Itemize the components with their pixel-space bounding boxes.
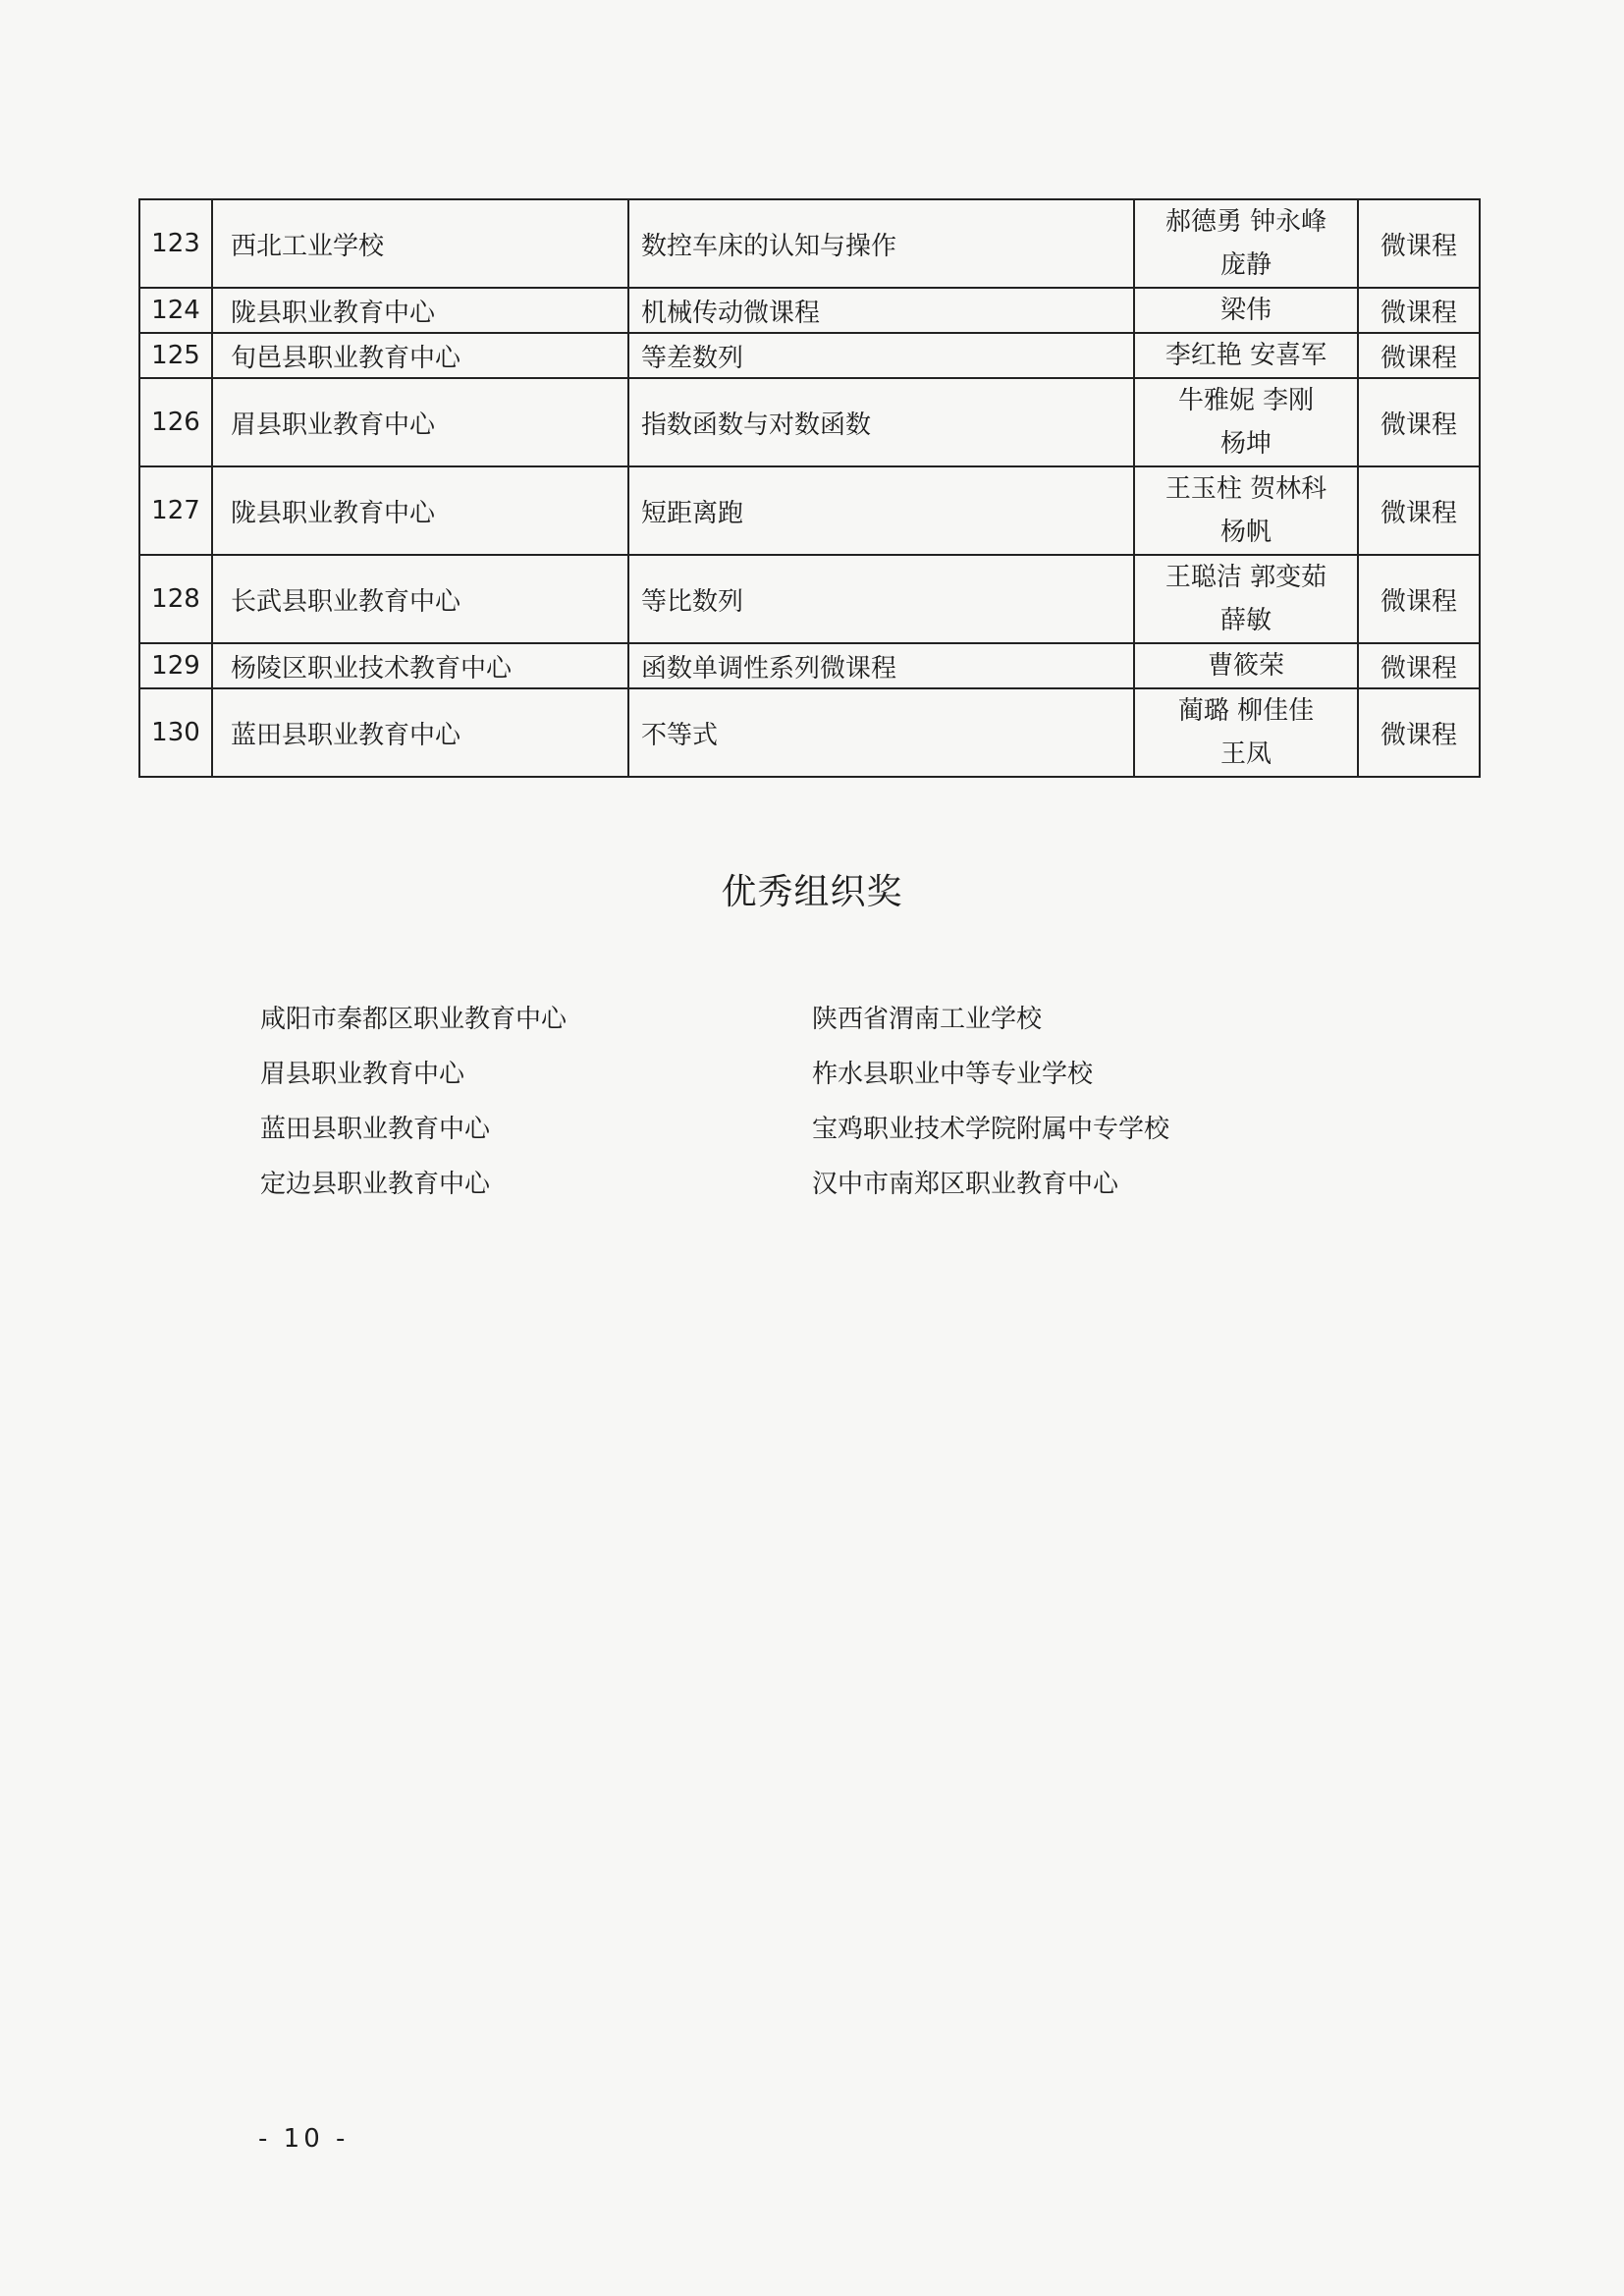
work-title: 不等式 <box>628 688 1134 777</box>
work-type: 微课程 <box>1358 378 1480 466</box>
work-type: 微课程 <box>1358 288 1480 333</box>
section-title: 优秀组织奖 <box>721 872 903 912</box>
author-line: 薛敏 <box>1219 606 1272 635</box>
page-number: - 10 - <box>258 2124 350 2154</box>
awards-table <box>138 198 1481 778</box>
school-name: 杨陵区职业技术教育中心 <box>212 643 628 688</box>
organization-item: 柞水县职业中等专业学校 <box>812 1060 1094 1089</box>
row-number: 128 <box>139 555 212 643</box>
school-name: 眉县职业教育中心 <box>212 378 628 466</box>
organization-item: 蓝田县职业教育中心 <box>260 1115 491 1144</box>
author-line: 杨坤 <box>1219 429 1272 459</box>
row-number: 126 <box>139 378 212 466</box>
row-number: 130 <box>139 688 212 777</box>
author-line: 王凤 <box>1219 739 1272 769</box>
work-title: 机械传动微课程 <box>628 288 1134 333</box>
authors <box>1134 199 1358 288</box>
school-name: 陇县职业教育中心 <box>212 466 628 555</box>
author-line: 曹筱荣 <box>1207 651 1284 681</box>
work-type: 微课程 <box>1358 643 1480 688</box>
author-line: 李红艳 安喜军 <box>1164 341 1327 370</box>
work-title: 等比数列 <box>628 555 1134 643</box>
work-type: 微课程 <box>1358 555 1480 643</box>
work-type: 微课程 <box>1358 333 1480 378</box>
authors <box>1134 643 1358 688</box>
table-row <box>139 555 1480 643</box>
authors <box>1134 288 1358 333</box>
school-name: 长武县职业教育中心 <box>212 555 628 643</box>
work-title: 函数单调性系列微课程 <box>628 643 1134 688</box>
row-number: 123 <box>139 199 212 288</box>
organization-item: 宝鸡职业技术学院附属中专学校 <box>812 1115 1170 1144</box>
author-line: 郝德勇 钟永峰 <box>1164 207 1327 237</box>
author-line: 蔺璐 柳佳佳 <box>1177 696 1315 726</box>
authors <box>1134 378 1358 466</box>
work-type: 微课程 <box>1358 688 1480 777</box>
table-row <box>139 378 1480 466</box>
organization-item: 汉中市南郑区职业教育中心 <box>812 1170 1119 1199</box>
row-number: 127 <box>139 466 212 555</box>
table-row <box>139 643 1480 688</box>
author-line: 庞静 <box>1219 250 1272 280</box>
school-name: 西北工业学校 <box>212 199 628 288</box>
school-name: 陇县职业教育中心 <box>212 288 628 333</box>
authors <box>1134 555 1358 643</box>
table-row <box>139 688 1480 777</box>
author-line: 王玉柱 贺林科 <box>1164 474 1327 504</box>
author-line: 杨帆 <box>1219 518 1272 547</box>
work-title: 数控车床的认知与操作 <box>628 199 1134 288</box>
school-name: 蓝田县职业教育中心 <box>212 688 628 777</box>
table-row <box>139 333 1480 378</box>
school-name: 旬邑县职业教育中心 <box>212 333 628 378</box>
authors <box>1134 688 1358 777</box>
row-number: 129 <box>139 643 212 688</box>
table-row <box>139 288 1480 333</box>
work-title: 指数函数与对数函数 <box>628 378 1134 466</box>
author-line: 王聪洁 郭变茹 <box>1164 563 1327 592</box>
row-number: 125 <box>139 333 212 378</box>
row-number: 124 <box>139 288 212 333</box>
author-line: 牛雅妮 李刚 <box>1177 386 1315 415</box>
table-body <box>139 199 1480 777</box>
work-type: 微课程 <box>1358 199 1480 288</box>
table-row <box>139 466 1480 555</box>
organization-list <box>260 1002 1340 1202</box>
work-type: 微课程 <box>1358 466 1480 555</box>
organization-item: 陕西省渭南工业学校 <box>812 1005 1043 1034</box>
organization-item: 咸阳市秦都区职业教育中心 <box>260 1005 568 1034</box>
organization-item: 眉县职业教育中心 <box>260 1060 465 1089</box>
authors <box>1134 333 1358 378</box>
table-row <box>139 199 1480 288</box>
author-line: 梁伟 <box>1219 296 1272 325</box>
work-title: 等差数列 <box>628 333 1134 378</box>
authors <box>1134 466 1358 555</box>
work-title: 短距离跑 <box>628 466 1134 555</box>
organization-item: 定边县职业教育中心 <box>260 1170 491 1199</box>
